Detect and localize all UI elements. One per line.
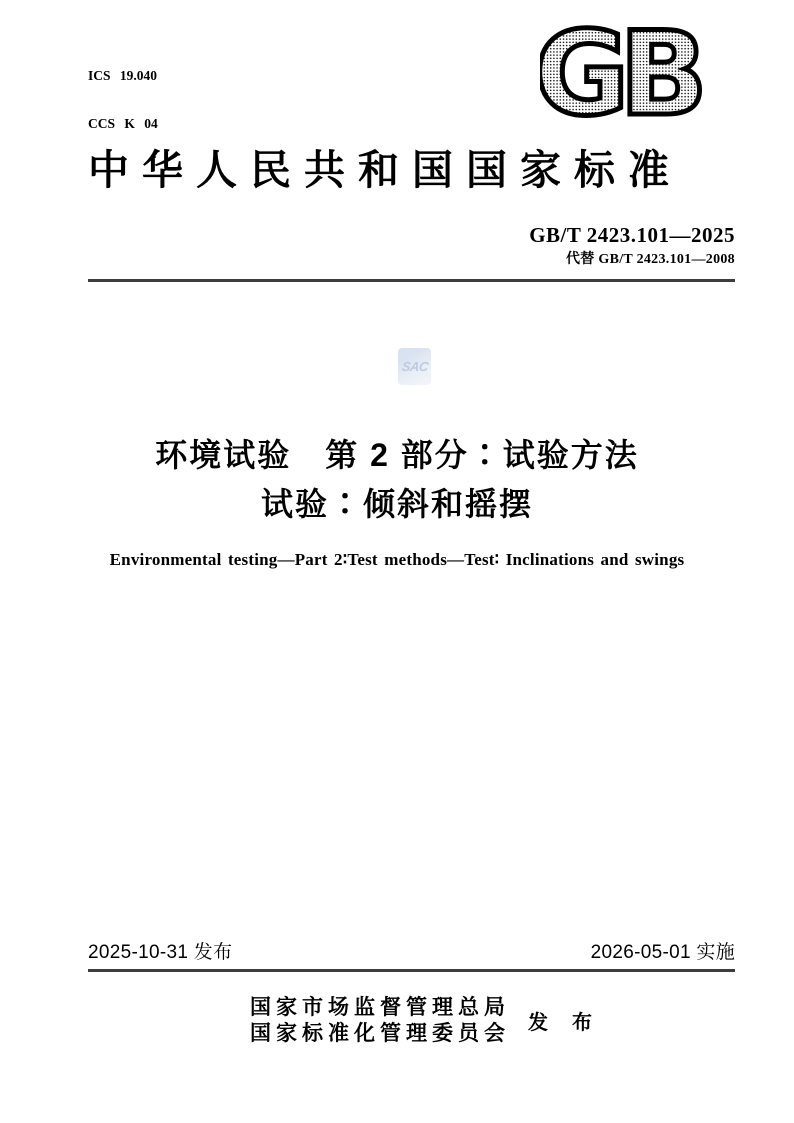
issue-date: 2025-10-31 发布 [88,942,233,963]
replaces-note: 代替 GB/T 2423.101—2008 [565,252,735,267]
header-rule [88,279,735,282]
ics-code: ICS 19.040 [88,68,158,83]
issuer-names [250,994,510,1046]
gb-logo-icon [540,22,718,120]
classification-codes [88,36,158,164]
dates-row [88,941,735,965]
footer-rule [88,969,735,972]
sac-watermark-text: SAC [400,359,429,374]
gb-logo-text: GB [540,22,698,120]
doc-title-line2: 试验∶倾斜和摇摆 [260,486,533,522]
sac-watermark [398,348,431,385]
issuer-line2: 国家标准化管理委员会 [250,1021,510,1045]
standard-number: GB/T 2423.101—2025 [529,223,735,247]
doc-title-line1: 环境试验 第 2 部分∶试验方法 [155,437,639,473]
doc-title-english: Environmental testing—Part 2∶Test methods—Test∶ Inclinations and swings [109,550,685,569]
national-standard-heading: 中华人民共和国国家标准 [88,147,682,193]
implementation-date: 2026-05-01 实施 [590,942,735,963]
ccs-code: CCS K 04 [88,116,158,131]
publish-label: 发 布 [528,1011,594,1034]
issuer-line1: 国家市场监督管理总局 [250,995,510,1019]
publisher-block [25,994,794,1046]
gb-logo [540,22,718,120]
standard-number-block [529,222,735,269]
